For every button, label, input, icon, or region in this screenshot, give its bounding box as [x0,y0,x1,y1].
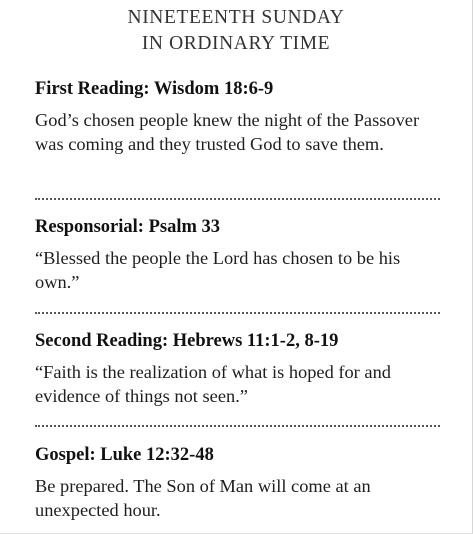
title-line-2: IN ORDINARY TIME [141,33,331,54]
gospel-text: Be prepared. The Son of Man will come at an unexpected hour. [35,476,371,520]
page-title [0,5,472,57]
title-line-1: NINETEENTH SUNDAY [127,7,345,28]
first-reading-section [35,78,467,156]
gospel-section [35,444,467,522]
second-reading-heading: Second Reading: Hebrews 11:1-2, 8-19 [35,331,339,351]
gospel-heading: Gospel: Luke 12:32-48 [35,445,214,465]
section-divider [35,425,440,427]
second-reading-text: “Faith is the realization of what is hoped for and evidence of things not seen.” [35,362,391,406]
responsorial-heading: Responsorial: Psalm 33 [35,217,220,237]
section-divider [35,312,440,314]
responsorial-section [35,216,467,294]
first-reading-text: God’s chosen people knew the night of the Passover was coming and they trusted God to save them. [35,110,420,154]
first-reading-heading: First Reading: Wisdom 18:6-9 [35,79,274,99]
section-divider [35,198,440,200]
second-reading-section [35,330,467,408]
responsorial-text: “Blessed the people the Lord has chosen to be his own.” [35,248,401,292]
